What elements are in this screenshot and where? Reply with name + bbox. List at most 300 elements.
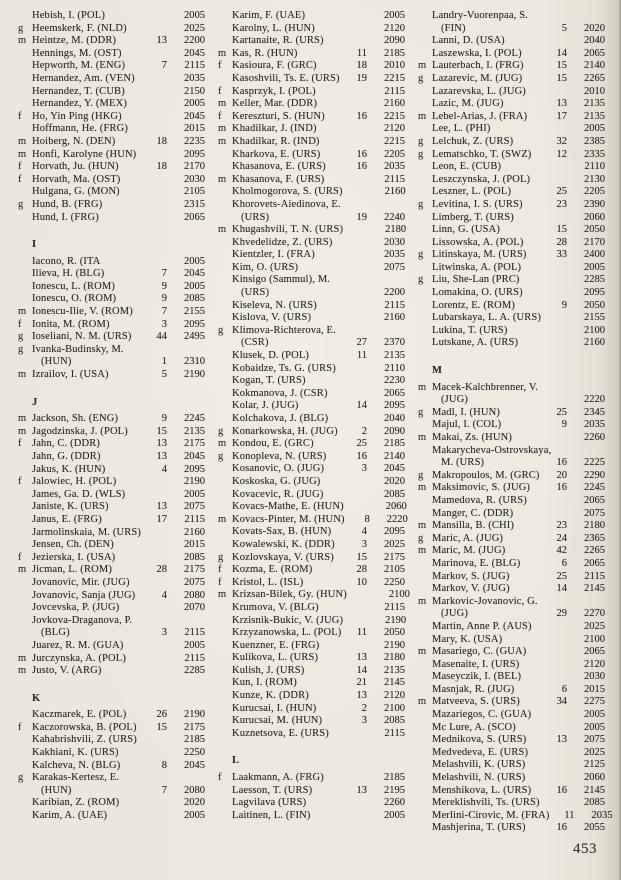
player-name: Makai, Zs. (HUN) xyxy=(432,432,512,443)
player-name: Kim, O. (URS) xyxy=(232,261,299,273)
list-item xyxy=(218,350,405,363)
section-letter-L: L xyxy=(232,755,240,767)
list-item-continuation xyxy=(18,356,205,369)
title-letter xyxy=(418,86,432,99)
title-letter xyxy=(418,237,432,250)
games-count: 16 xyxy=(356,161,367,173)
title-letter xyxy=(18,810,32,823)
title-letter xyxy=(418,300,432,313)
title-letter xyxy=(218,690,232,703)
games-count: 13 xyxy=(356,690,367,702)
rating: 2190 xyxy=(385,614,407,626)
rating xyxy=(167,615,205,628)
list-item xyxy=(18,136,205,149)
player-name: Krumova, V. (BLG) xyxy=(232,601,319,613)
rating: 2020 xyxy=(184,797,205,809)
player-name: Ho, Yin Ping (HKG) xyxy=(32,110,122,122)
title-letter xyxy=(218,237,232,250)
list-item xyxy=(18,186,205,199)
rating: 2005 xyxy=(184,639,205,651)
list-item xyxy=(418,797,605,810)
list-item xyxy=(218,86,405,99)
games-count: 7 xyxy=(161,306,167,318)
list-item xyxy=(218,463,405,476)
games-count xyxy=(142,539,167,552)
games-count: 14 xyxy=(356,400,367,412)
list-item-continuation xyxy=(418,608,605,621)
player-name: Klusek, D. (POL) xyxy=(232,350,310,362)
list-item xyxy=(418,136,605,149)
title-letter xyxy=(18,268,32,281)
rating: 2025 xyxy=(584,746,605,758)
rating: 2265 xyxy=(584,72,605,84)
list-item xyxy=(418,337,605,350)
player-name: Liu, She-Lan (PRC) xyxy=(432,274,520,286)
rating: 2285 xyxy=(184,665,205,677)
games-count: 15 xyxy=(356,551,367,563)
title-letter xyxy=(218,476,232,489)
games-count xyxy=(551,445,576,458)
games-count: 15 xyxy=(556,72,567,84)
player-name: Jackson, Sh. (ENG) xyxy=(32,413,119,425)
games-count xyxy=(342,728,367,741)
list-item xyxy=(218,810,405,823)
games-count xyxy=(542,659,567,672)
list-item xyxy=(218,10,405,23)
title-letter xyxy=(418,23,432,36)
player-name: Melashvili, K. (URS) xyxy=(432,759,526,771)
list-item xyxy=(418,445,605,458)
list-item-continuation xyxy=(18,785,205,798)
list-item xyxy=(418,60,605,73)
games-count xyxy=(142,527,167,540)
title-letter: m xyxy=(218,98,227,110)
title-letter: m xyxy=(418,520,427,532)
player-name: Kharkova, E. (URS) xyxy=(232,148,321,160)
list-item xyxy=(218,224,405,237)
games-count: 16 xyxy=(556,457,567,469)
title-letter xyxy=(418,312,432,325)
rating: 2145 xyxy=(584,784,605,796)
games-count: 28 xyxy=(356,564,367,576)
list-item xyxy=(18,174,205,187)
games-count xyxy=(542,747,567,760)
rating: 2090 xyxy=(384,425,405,437)
list-item xyxy=(418,646,605,659)
player-name: Jahn, C. (DDR) xyxy=(32,438,101,450)
games-count: 25 xyxy=(556,186,567,198)
player-name: Masariego, C. (GUA) xyxy=(432,646,527,658)
rating: 2150 xyxy=(184,85,205,97)
rating: 2015 xyxy=(184,539,205,551)
games-count xyxy=(342,476,367,489)
list-item xyxy=(418,533,605,546)
rating: 2065 xyxy=(184,211,205,223)
list-item xyxy=(218,363,405,376)
rating: 2085 xyxy=(384,488,405,500)
games-count: 9 xyxy=(161,413,167,425)
title-letter: f xyxy=(18,476,22,488)
list-item xyxy=(18,501,205,514)
title-letter xyxy=(418,262,432,275)
title-letter xyxy=(218,489,232,502)
list-item xyxy=(18,602,205,615)
rating: 2115 xyxy=(184,652,205,664)
rating: 2235 xyxy=(184,135,205,147)
player-name: Kasprzyk, I. (POL) xyxy=(232,85,316,97)
title-letter xyxy=(418,212,432,225)
list-item xyxy=(18,161,205,174)
player-name: Maric, A. (JUG) xyxy=(432,532,504,544)
games-count xyxy=(542,382,567,395)
games-count xyxy=(542,35,567,48)
title-letter xyxy=(218,312,232,325)
title-letter xyxy=(218,363,232,376)
list-item xyxy=(418,382,605,395)
list-item xyxy=(418,747,605,760)
player-name: Hernandez, Y. (MEX) xyxy=(32,98,127,110)
player-name: Mansilla, B. (CHI) xyxy=(432,520,515,532)
title-letter: f xyxy=(218,60,222,72)
games-count: 27 xyxy=(356,337,367,349)
rating: 2205 xyxy=(384,148,405,160)
player-name: Makropoulos, M. (GRC) xyxy=(432,469,540,481)
rating: 2100 xyxy=(584,633,605,645)
games-count: 11 xyxy=(356,627,367,639)
title-letter xyxy=(218,526,232,539)
title-letter: f xyxy=(218,772,222,784)
list-item-continuation xyxy=(18,627,205,640)
list-item xyxy=(18,709,205,722)
player-name-continued: (CSR) xyxy=(241,337,269,349)
title-letter xyxy=(18,747,32,760)
title-letter xyxy=(418,797,432,810)
rating: 2065 xyxy=(384,387,405,399)
title-letter xyxy=(218,73,232,86)
player-name: Hernandez, T. (CUB) xyxy=(32,85,125,97)
rating: 2285 xyxy=(584,274,605,286)
rating: 2045 xyxy=(184,451,205,462)
games-count xyxy=(542,394,567,407)
games-count xyxy=(342,123,367,136)
title-letter: m xyxy=(218,135,227,147)
games-count: 19 xyxy=(356,72,367,84)
rating: 2045 xyxy=(384,463,405,475)
list-item xyxy=(18,35,205,48)
list-item xyxy=(18,281,205,294)
title-letter xyxy=(418,337,432,350)
title-letter xyxy=(418,759,432,772)
games-count xyxy=(342,287,367,300)
player-name: Ilieva, H. (BLG) xyxy=(32,268,105,280)
rating: 2155 xyxy=(184,306,205,318)
rating: 2060 xyxy=(385,501,407,513)
list-item xyxy=(18,797,205,810)
games-count xyxy=(342,363,367,376)
player-name: Karim, F. (UAE) xyxy=(232,10,306,21)
list-item xyxy=(218,60,405,73)
list-item xyxy=(218,526,405,539)
list-item xyxy=(18,772,205,785)
title-letter: g xyxy=(18,343,24,355)
games-count xyxy=(142,734,167,747)
rating: 2030 xyxy=(384,236,405,248)
list-item xyxy=(418,470,605,483)
rating xyxy=(167,772,205,785)
player-name: Hebish, I. (POL) xyxy=(32,10,105,21)
games-count: 8 xyxy=(364,513,370,525)
list-item xyxy=(18,60,205,73)
list-item xyxy=(218,325,405,338)
title-letter xyxy=(218,665,232,678)
games-count: 13 xyxy=(156,451,167,462)
title-letter xyxy=(18,464,32,477)
games-count: 7 xyxy=(161,268,167,280)
title-letter: m xyxy=(418,646,427,658)
list-item xyxy=(418,659,605,672)
list-item xyxy=(418,571,605,584)
player-name: Kulikova, L. (URS) xyxy=(232,652,319,664)
games-count: 42 xyxy=(556,545,567,557)
rating: 2260 xyxy=(584,432,605,443)
rating: 2345 xyxy=(584,406,605,418)
player-name-continued: (URS) xyxy=(241,287,270,299)
player-name: Horvath, Ma. (OST) xyxy=(32,173,121,185)
player-name: Kereszturi, S. (HUN) xyxy=(232,110,325,122)
rating: 2390 xyxy=(584,198,605,210)
list-item xyxy=(218,640,405,653)
games-count xyxy=(542,312,567,325)
games-count xyxy=(142,23,167,36)
games-count xyxy=(142,797,167,810)
rating: 2135 xyxy=(584,98,605,110)
rating: 2100 xyxy=(384,702,405,714)
title-letter xyxy=(218,350,232,363)
title-letter: m xyxy=(218,173,227,185)
list-item xyxy=(18,10,205,23)
list-item xyxy=(418,300,605,313)
rating: 2065 xyxy=(584,646,605,658)
rating: 2080 xyxy=(184,589,205,601)
rating: 2170 xyxy=(584,236,605,248)
games-count xyxy=(542,262,567,275)
games-count xyxy=(542,325,567,338)
list-item xyxy=(18,760,205,773)
list-item xyxy=(418,684,605,697)
title-letter: m xyxy=(418,595,427,607)
rating: 2105 xyxy=(184,186,205,198)
rating: 2075 xyxy=(584,734,605,746)
title-letter xyxy=(418,394,432,407)
games-count: 8 xyxy=(161,759,167,771)
player-name: Lagvilava (URS) xyxy=(232,797,307,809)
title-letter: m xyxy=(18,564,27,576)
games-count xyxy=(142,665,167,678)
list-item-continuation xyxy=(418,457,605,470)
player-name: Hund, I. (FRG) xyxy=(32,211,99,223)
player-name: Markovic-Jovanovic, G. xyxy=(432,595,538,607)
rating: 2135 xyxy=(384,664,405,676)
title-letter xyxy=(218,400,232,413)
games-count xyxy=(542,646,567,659)
rating: 2135 xyxy=(384,350,405,362)
list-item xyxy=(218,23,405,36)
list-item xyxy=(18,527,205,540)
list-item xyxy=(218,199,405,212)
title-letter: f xyxy=(218,110,222,122)
rating: 2175 xyxy=(184,564,205,576)
player-name: Jovcevska, P. (JUG) xyxy=(32,602,120,614)
player-name: Maric, M. (JUG) xyxy=(432,545,506,557)
player-name: Lazic, M. (JUG) xyxy=(432,98,504,110)
list-item xyxy=(18,451,205,464)
rating: 2250 xyxy=(384,576,405,588)
title-letter: f xyxy=(18,551,22,563)
list-item xyxy=(18,665,205,678)
rating: 2075 xyxy=(584,507,605,519)
games-count xyxy=(542,212,567,225)
player-name: Keller, Mar. (DDR) xyxy=(232,98,318,110)
rating: 2020 xyxy=(584,22,605,34)
list-item xyxy=(218,451,405,464)
list-item xyxy=(418,583,605,596)
games-count xyxy=(542,772,567,785)
list-item xyxy=(18,293,205,306)
games-count: 12 xyxy=(556,148,567,160)
list-item xyxy=(418,759,605,772)
title-letter xyxy=(18,186,32,199)
player-name: James, Ga. D. (WLS) xyxy=(32,488,126,500)
games-count xyxy=(342,199,367,212)
games-count xyxy=(542,495,567,508)
player-name: Kuznetsova, E. (URS) xyxy=(232,727,329,739)
player-name: Mary, K. (USA) xyxy=(432,633,503,645)
title-letter xyxy=(218,615,232,628)
list-item xyxy=(418,123,605,136)
list-item xyxy=(418,212,605,225)
player-name: Hennings, M. (OST) xyxy=(32,47,122,59)
games-count xyxy=(542,174,567,187)
rating: 2200 xyxy=(184,35,205,47)
games-count xyxy=(342,35,367,48)
rating: 2005 xyxy=(384,809,405,821)
games-count xyxy=(542,287,567,300)
player-name: Markov, S. (JUG) xyxy=(432,570,510,582)
games-count xyxy=(142,615,167,628)
games-count: 13 xyxy=(156,438,167,450)
title-letter xyxy=(218,10,232,23)
rating: 2175 xyxy=(384,551,405,563)
rating: 2220 xyxy=(584,394,605,406)
title-letter xyxy=(418,161,432,174)
list-item-continuation xyxy=(218,287,405,300)
list-item xyxy=(218,48,405,61)
rating: 2250 xyxy=(184,747,205,759)
player-name-continued: (JUG) xyxy=(441,608,468,620)
title-letter xyxy=(418,822,432,835)
title-letter xyxy=(18,212,32,225)
player-name: Lazarevic, M. (JUG) xyxy=(432,72,523,84)
list-item xyxy=(18,514,205,527)
rating: 2260 xyxy=(384,797,405,809)
games-count: 33 xyxy=(556,249,567,261)
games-count: 25 xyxy=(556,570,567,582)
player-name: Kholmogorova, S. (URS) xyxy=(232,186,343,198)
games-count xyxy=(342,797,367,810)
player-name: Kas, R. (HUN) xyxy=(232,47,298,59)
games-count: 34 xyxy=(556,696,567,708)
title-letter xyxy=(18,60,32,73)
games-count: 21 xyxy=(356,677,367,689)
title-letter xyxy=(418,325,432,338)
title-letter: m xyxy=(218,438,227,450)
player-name: Laesson, T. (URS) xyxy=(232,784,313,796)
player-name: Limberg, T. (URS) xyxy=(432,211,514,223)
rating: 2400 xyxy=(584,249,605,261)
rating: 2115 xyxy=(184,627,205,639)
list-item xyxy=(18,734,205,747)
rating: 2125 xyxy=(584,759,605,771)
games-count xyxy=(142,149,167,162)
rating: 2145 xyxy=(584,583,605,595)
list-item xyxy=(418,482,605,495)
games-count: 26 xyxy=(156,709,167,721)
title-letter xyxy=(418,785,432,798)
games-count: 9 xyxy=(161,280,167,292)
list-item xyxy=(18,489,205,502)
rating: 2495 xyxy=(184,331,205,343)
games-count xyxy=(342,388,367,401)
list-item xyxy=(418,174,605,187)
title-letter xyxy=(18,590,32,603)
rating: 2120 xyxy=(384,690,405,702)
rating: 2025 xyxy=(584,620,605,632)
title-letter xyxy=(18,48,32,61)
list-item xyxy=(218,772,405,785)
rating: 2180 xyxy=(584,520,605,532)
games-count: 2 xyxy=(361,425,367,437)
rating: 2120 xyxy=(584,658,605,670)
list-item xyxy=(418,508,605,521)
games-count: 13 xyxy=(556,98,567,110)
games-count xyxy=(342,10,367,23)
rating xyxy=(567,596,605,609)
list-item xyxy=(418,111,605,124)
title-letter xyxy=(418,810,432,823)
title-letter xyxy=(218,703,232,716)
games-count: 13 xyxy=(356,784,367,796)
games-count: 3 xyxy=(361,463,367,475)
games-count xyxy=(142,199,167,212)
rating: 2185 xyxy=(184,734,205,746)
title-letter xyxy=(418,747,432,760)
list-item xyxy=(218,615,405,628)
title-letter xyxy=(218,274,232,287)
title-letter xyxy=(18,602,32,615)
title-letter xyxy=(418,583,432,596)
games-count xyxy=(342,300,367,313)
games-count xyxy=(542,621,567,634)
games-count xyxy=(142,602,167,615)
games-count xyxy=(542,634,567,647)
rating: 2115 xyxy=(184,513,205,525)
list-item xyxy=(418,634,605,647)
title-letter xyxy=(218,300,232,313)
rating: 2190 xyxy=(184,476,205,488)
title-letter xyxy=(218,375,232,388)
player-name: Kahabrishvili, Z. (URS) xyxy=(32,734,137,746)
player-name: Jezierska, I. (USA) xyxy=(32,551,116,563)
